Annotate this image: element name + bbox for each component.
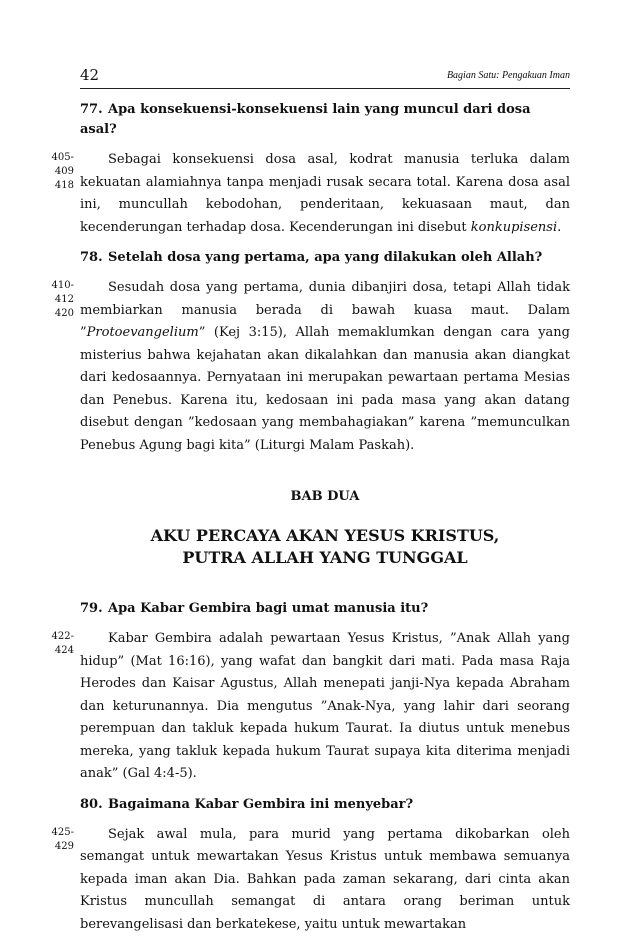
question-heading bbox=[80, 248, 570, 268]
margin-references bbox=[18, 630, 74, 658]
answer-text: Sejak awal mula, para murid yang pertama dikobarkan oleh semangat untuk mewartakan Yesus Kristus untuk membawa semuanya kepada iman akan Dia. Bahkan pada zaman sekarang, dari cinta akan Kristus muncullah semangat di antara orang beriman untuk berevangelisasi dan berkatekese, yaitu untuk mewartakan bbox=[80, 826, 570, 932]
answer-text: Kabar Gembira adalah pewartaan Yesus Kristus, ”Anak Allah yang hidup” (Mat 16:16), yang wafat dan bangkit dari mati. Pada masa Raja Herodes dan Kaisar Agustus, Allah menepati janji-Nya kepada Abraham dan keturunannya. Dia mengutus ”Anak-Nya, yang lahir dari seorang perempuan dan takluk kepada hukum Taurat. Ia diutus untuk menebus mereka, yang takluk kepada hukum Taurat supaya kita diterima menjadi anak” (Gal 4:4-5). bbox=[80, 631, 570, 781]
question-text: Bagaimana Kabar Gembira ini menyebar? bbox=[108, 796, 414, 812]
reference: 405-409 bbox=[51, 152, 74, 177]
page-number: 42 bbox=[80, 66, 100, 84]
margin-references bbox=[18, 151, 74, 193]
answer-paragraph bbox=[51, 824, 570, 937]
reference: 418 bbox=[54, 180, 74, 191]
qa-80 bbox=[51, 795, 570, 937]
question-number: 77. bbox=[80, 102, 103, 117]
answer-text: . bbox=[557, 219, 562, 235]
question-heading bbox=[80, 100, 570, 140]
answer-text: Sebagai konsekuensi dosa asal, kodrat manusia terluka dalam kekuatan alamiahnya tanpa menjadi rusak secara total. Karena dosa asal ini, muncullah kebodohan, penderitaan, kekuasaan maut, dan kecenderungan terhadap dosa. Kecenderungan ini disebut bbox=[80, 152, 570, 235]
question-heading bbox=[80, 599, 570, 619]
qa-77 bbox=[51, 100, 570, 239]
question-number: 79. bbox=[80, 601, 103, 616]
qa-78 bbox=[51, 248, 570, 457]
reference: 422-424 bbox=[51, 631, 74, 656]
margin-references bbox=[18, 279, 74, 321]
chapter-title-line: PUTRA ALLAH YANG TUNGGAL bbox=[182, 548, 468, 567]
running-title: Bagian Satu: Pengakuan Iman bbox=[446, 70, 570, 81]
reference: 425-429 bbox=[51, 826, 74, 852]
answer-paragraph bbox=[51, 149, 570, 239]
question-text: Apa Kabar Gembira bagi umat manusia itu? bbox=[108, 601, 429, 616]
answer-emphasis: konkupisensi bbox=[470, 219, 558, 235]
chapter-heading bbox=[80, 487, 570, 569]
page-header bbox=[80, 64, 570, 89]
chapter-label: BAB DUA bbox=[290, 489, 360, 504]
reference: 410-412 bbox=[51, 280, 74, 305]
answer-paragraph bbox=[51, 628, 570, 786]
question-text: Setelah dosa yang pertama, apa yang dilakukan oleh Allah? bbox=[108, 250, 543, 265]
chapter-title-line: AKU PERCAYA AKAN YESUS KRISTUS, bbox=[150, 526, 500, 545]
question-number: 80. bbox=[80, 796, 103, 812]
margin-references bbox=[18, 826, 74, 854]
answer-emphasis: Protoevangelium bbox=[86, 325, 199, 340]
question-heading bbox=[80, 795, 570, 815]
answer-text: Sesudah dosa yang pertama, dunia dibanjiri dosa, tetapi Allah tidak membiarkan manusia berada di bawah kuasa maut. Dalam ” bbox=[80, 280, 570, 340]
chapter-title bbox=[80, 525, 570, 569]
reference: 420 bbox=[54, 308, 74, 319]
page-content bbox=[51, 100, 570, 945]
answer-paragraph bbox=[51, 277, 570, 457]
answer-text: ” (Kej 3:15), Allah memaklumkan dengan cara yang misterius bahwa kejahatan akan dikalahkan dan manusia akan diangkat dari kedosaannya. Pernyataan ini merupakan pewartaan pertama Mesias dan Penebus. Karena itu, kedosaan ini pada masa yang akan datang disebut dengan ”kedosaan yang membahagiakan” karena ”memunculkan Penebus Agung bagi kita” (Liturgi Malam Paskah). bbox=[80, 325, 570, 453]
qa-79 bbox=[51, 599, 570, 786]
question-number: 78. bbox=[80, 250, 103, 265]
question-text: Apa konsekuensi-konsekuensi lain yang muncul dari dosa asal? bbox=[80, 102, 531, 137]
